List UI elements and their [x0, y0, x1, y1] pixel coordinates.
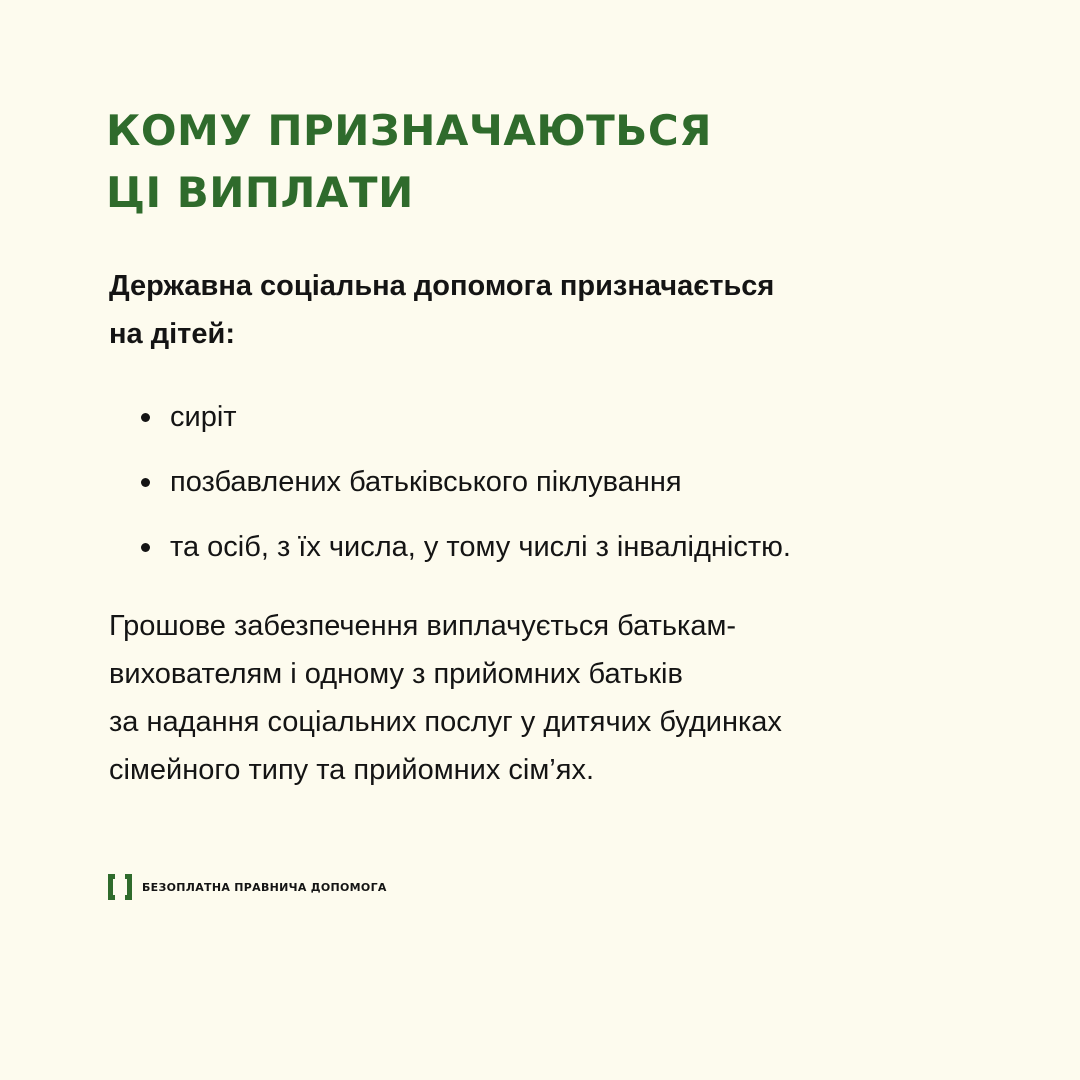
paragraph-line: Грошове забезпечення виплачується батькам-	[109, 610, 737, 642]
bullet-icon	[141, 543, 150, 552]
bracket-right-icon	[125, 874, 132, 900]
bracket-left-icon	[108, 874, 115, 900]
recipients-list	[109, 385, 791, 580]
paragraph-line: вихователям і одному з прийомних батьків	[109, 658, 683, 690]
paragraph-line: сімейного типу та прийомних сім’ях.	[109, 754, 595, 786]
title-line: ЦІ ВИПЛАТИ	[106, 168, 414, 217]
body-paragraph	[109, 602, 782, 794]
lead-line: на дітей:	[109, 318, 235, 350]
bullet-icon	[141, 478, 150, 487]
list-item-text: позбавлених батьківського піклування	[170, 466, 682, 498]
paragraph-line: за надання соціальних послуг у дитячих будинках	[109, 706, 782, 738]
title-line: КОМУ ПРИЗНАЧАЮТЬСЯ	[106, 106, 712, 155]
bullet-icon	[141, 413, 150, 422]
list-item	[109, 385, 791, 450]
logo-text: БЕЗОПЛАТНА ПРАВНИЧА ДОПОМОГА	[142, 880, 387, 894]
lead-line: Державна соціальна допомога призначається	[109, 270, 775, 302]
page-title	[106, 100, 712, 224]
list-item-text: сиріт	[170, 401, 237, 433]
lead-text	[109, 262, 1009, 358]
list-item	[109, 515, 791, 580]
list-item	[109, 450, 791, 515]
list-item-text: та осіб, з їх числа, у тому числі з інвалідністю.	[170, 531, 791, 563]
brand-logo	[108, 874, 387, 900]
